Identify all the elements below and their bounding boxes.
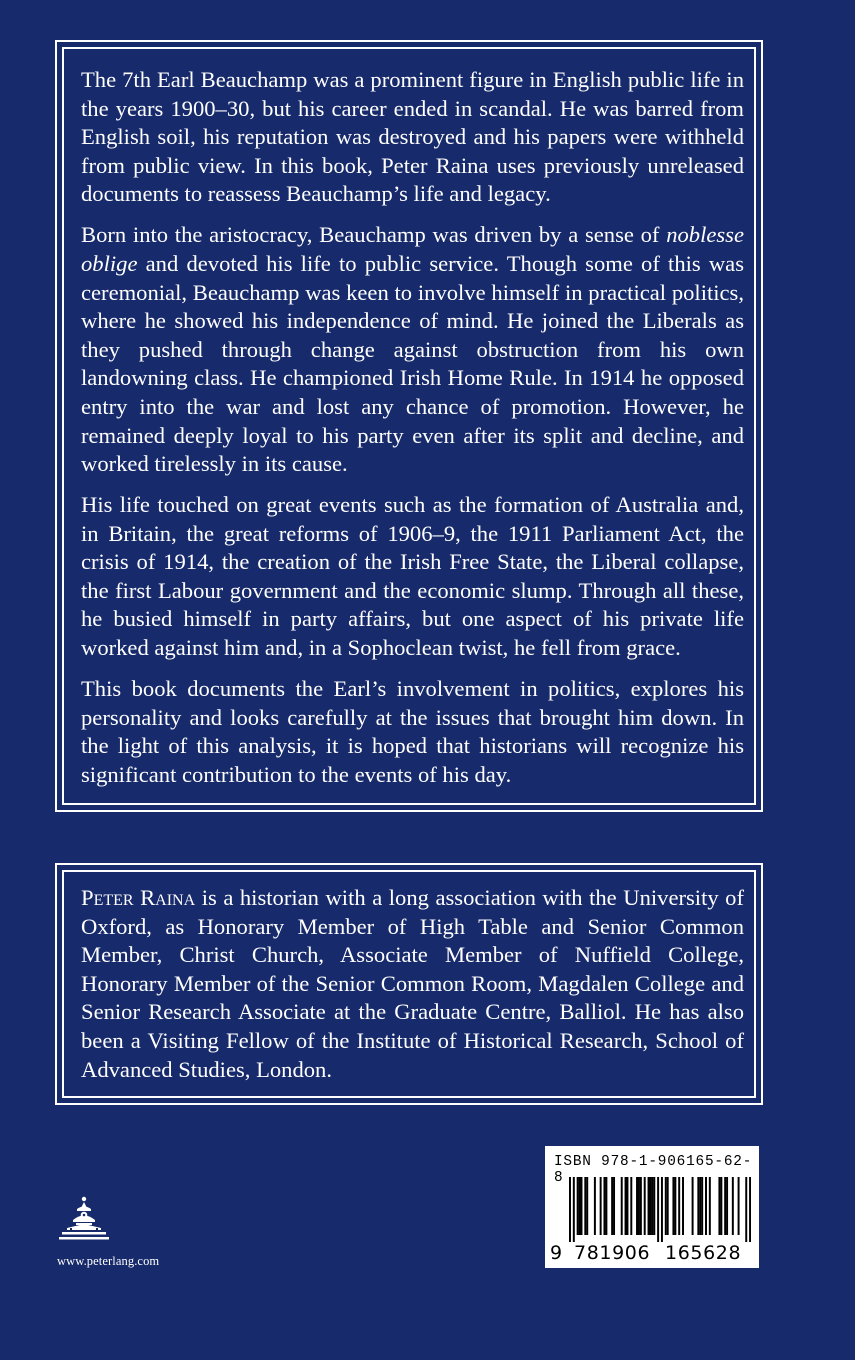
blurb-paragraph-4: This book documents the Earl’s involvement in politics, explores his personality and looks carefully at the issues that brought him down. In the light of this analysis, it is hoped that historians will recognize his significant contribution to the events of his day. xyxy=(81,676,744,787)
noblesse-oblige-italic: noblesse oblige xyxy=(81,222,744,276)
barcode-bar xyxy=(720,1177,722,1235)
author-name: Peter Raina xyxy=(81,885,196,910)
barcode-bar xyxy=(667,1177,669,1235)
barcode-bar xyxy=(613,1177,615,1235)
barcode-bar xyxy=(625,1177,627,1235)
barcode-bar xyxy=(569,1177,571,1242)
barcode-bar xyxy=(678,1177,680,1235)
barcode-bar xyxy=(661,1177,663,1242)
barcode-bar xyxy=(745,1177,747,1242)
barcode-bar xyxy=(705,1177,707,1235)
barcode-bar xyxy=(651,1177,653,1235)
barcode-bar xyxy=(674,1177,676,1235)
barcode-bar xyxy=(718,1177,720,1235)
barcode-bar xyxy=(626,1177,628,1235)
blurb-paragraph-2-end: and devoted his life to public service. Though some of this was ceremonial, Beauchamp was keen to involve himself in practical politics, where he showed his independence of mind. He joined the Liberals as they pushed through change against obstruction from his own landowning class. He championed Irish Home Rule. In 1914 he opposed entry into the war and lost any chance of promotion. However, he remained deeply loyal to his party even after its split and decline, and worked tirelessly in its cause. xyxy=(81,250,744,477)
barcode-bar xyxy=(636,1177,638,1235)
publisher-url: www.peterlang.com xyxy=(57,1254,160,1268)
author-bio-box xyxy=(55,863,763,1105)
barcode-bar xyxy=(638,1177,640,1235)
barcode-digit-group-1: 781906 xyxy=(574,1242,651,1264)
author-bio-paragraph xyxy=(81,884,744,1084)
blurb-text xyxy=(81,66,744,802)
barcode-bar xyxy=(749,1177,751,1242)
barcode-bar xyxy=(672,1177,674,1235)
barcode-bar xyxy=(621,1177,623,1235)
author-bio-body: is a historian with a long association with the University of Oxford, as Honorary Member of High Table and Senior Common Member, Christ Church, Associate Member of Nuffield College, Honorary Member of the Senior Common Room, Magdalen College and Senior Research Associate at the Graduate Centre, Balliol. He has also been a Visiting Fellow of the Institute of Historical Research, School of Advanced Studies, London. xyxy=(81,885,744,1082)
author-bio-text xyxy=(81,884,744,1097)
barcode-bar xyxy=(584,1177,586,1235)
blurb-box xyxy=(55,40,763,812)
barcode-bar xyxy=(738,1177,740,1235)
peter-lang-temple-logo-icon xyxy=(58,1195,110,1243)
barcode-bar xyxy=(594,1177,596,1235)
barcode-bar xyxy=(600,1177,602,1235)
barcode-bar xyxy=(577,1177,579,1235)
barcode-bar xyxy=(653,1177,655,1235)
blurb-paragraph-2 xyxy=(81,221,744,478)
blurb-paragraph-3: His life touched on great events such as the formation of Australia and, in Britain, the great reforms of 1906–9, the 1911 Parliament Act, the crisis of 1914, the creation of the Irish Free State, the Liberal collapse, the first Labour government and the economic slump. Through all these, he busied himself in party affairs, but one aspect of his private life worked against him and, in a Sophoclean twist, he fell from grace. xyxy=(81,492,744,661)
barcode-bars xyxy=(569,1177,751,1242)
isbn-text: ISBN 978-1-906165-62-8 xyxy=(554,1154,753,1186)
barcode-bar xyxy=(665,1177,667,1235)
isbn-barcode-label xyxy=(545,1146,759,1268)
blurb-paragraph-1: The 7th Earl Beauchamp was a prominent figure in English public life in the years 1900–30, but his career ended in scandal. He was barred from English soil, his reputation was destroyed and his papers were withheld from public view. In this book, Peter Raina uses previously unreleased documents to reassess Beauchamp’s life and legacy. xyxy=(81,67,744,207)
barcode-bar xyxy=(724,1177,726,1235)
barcode-bar xyxy=(699,1177,701,1235)
barcode-digit-group-2: 165628 xyxy=(665,1242,742,1264)
barcode-bar xyxy=(649,1177,651,1235)
barcode-bar xyxy=(644,1177,646,1235)
barcode-bar xyxy=(630,1177,632,1235)
barcode-bar xyxy=(732,1177,734,1235)
barcode-lead-digit: 9 xyxy=(550,1242,563,1264)
barcode-bar xyxy=(579,1177,581,1235)
barcode-bar xyxy=(605,1177,607,1235)
barcode-bar xyxy=(573,1177,575,1242)
barcode-bar xyxy=(640,1177,642,1235)
blurb-paragraph-2-start: Born into the aristocracy, Beauchamp was driven by a sense of xyxy=(81,222,667,248)
barcode-bar xyxy=(611,1177,613,1235)
barcode-bar xyxy=(648,1177,650,1235)
barcode-bar xyxy=(603,1177,605,1235)
barcode-bar xyxy=(586,1177,588,1235)
barcode-bar xyxy=(682,1177,684,1235)
barcode-bar xyxy=(709,1177,711,1235)
barcode-bar xyxy=(580,1177,582,1235)
barcode-bar xyxy=(701,1177,703,1235)
barcode-bar xyxy=(657,1177,659,1242)
barcode-bar xyxy=(726,1177,728,1235)
barcode-bar xyxy=(692,1177,694,1235)
barcode-bar xyxy=(697,1177,699,1235)
